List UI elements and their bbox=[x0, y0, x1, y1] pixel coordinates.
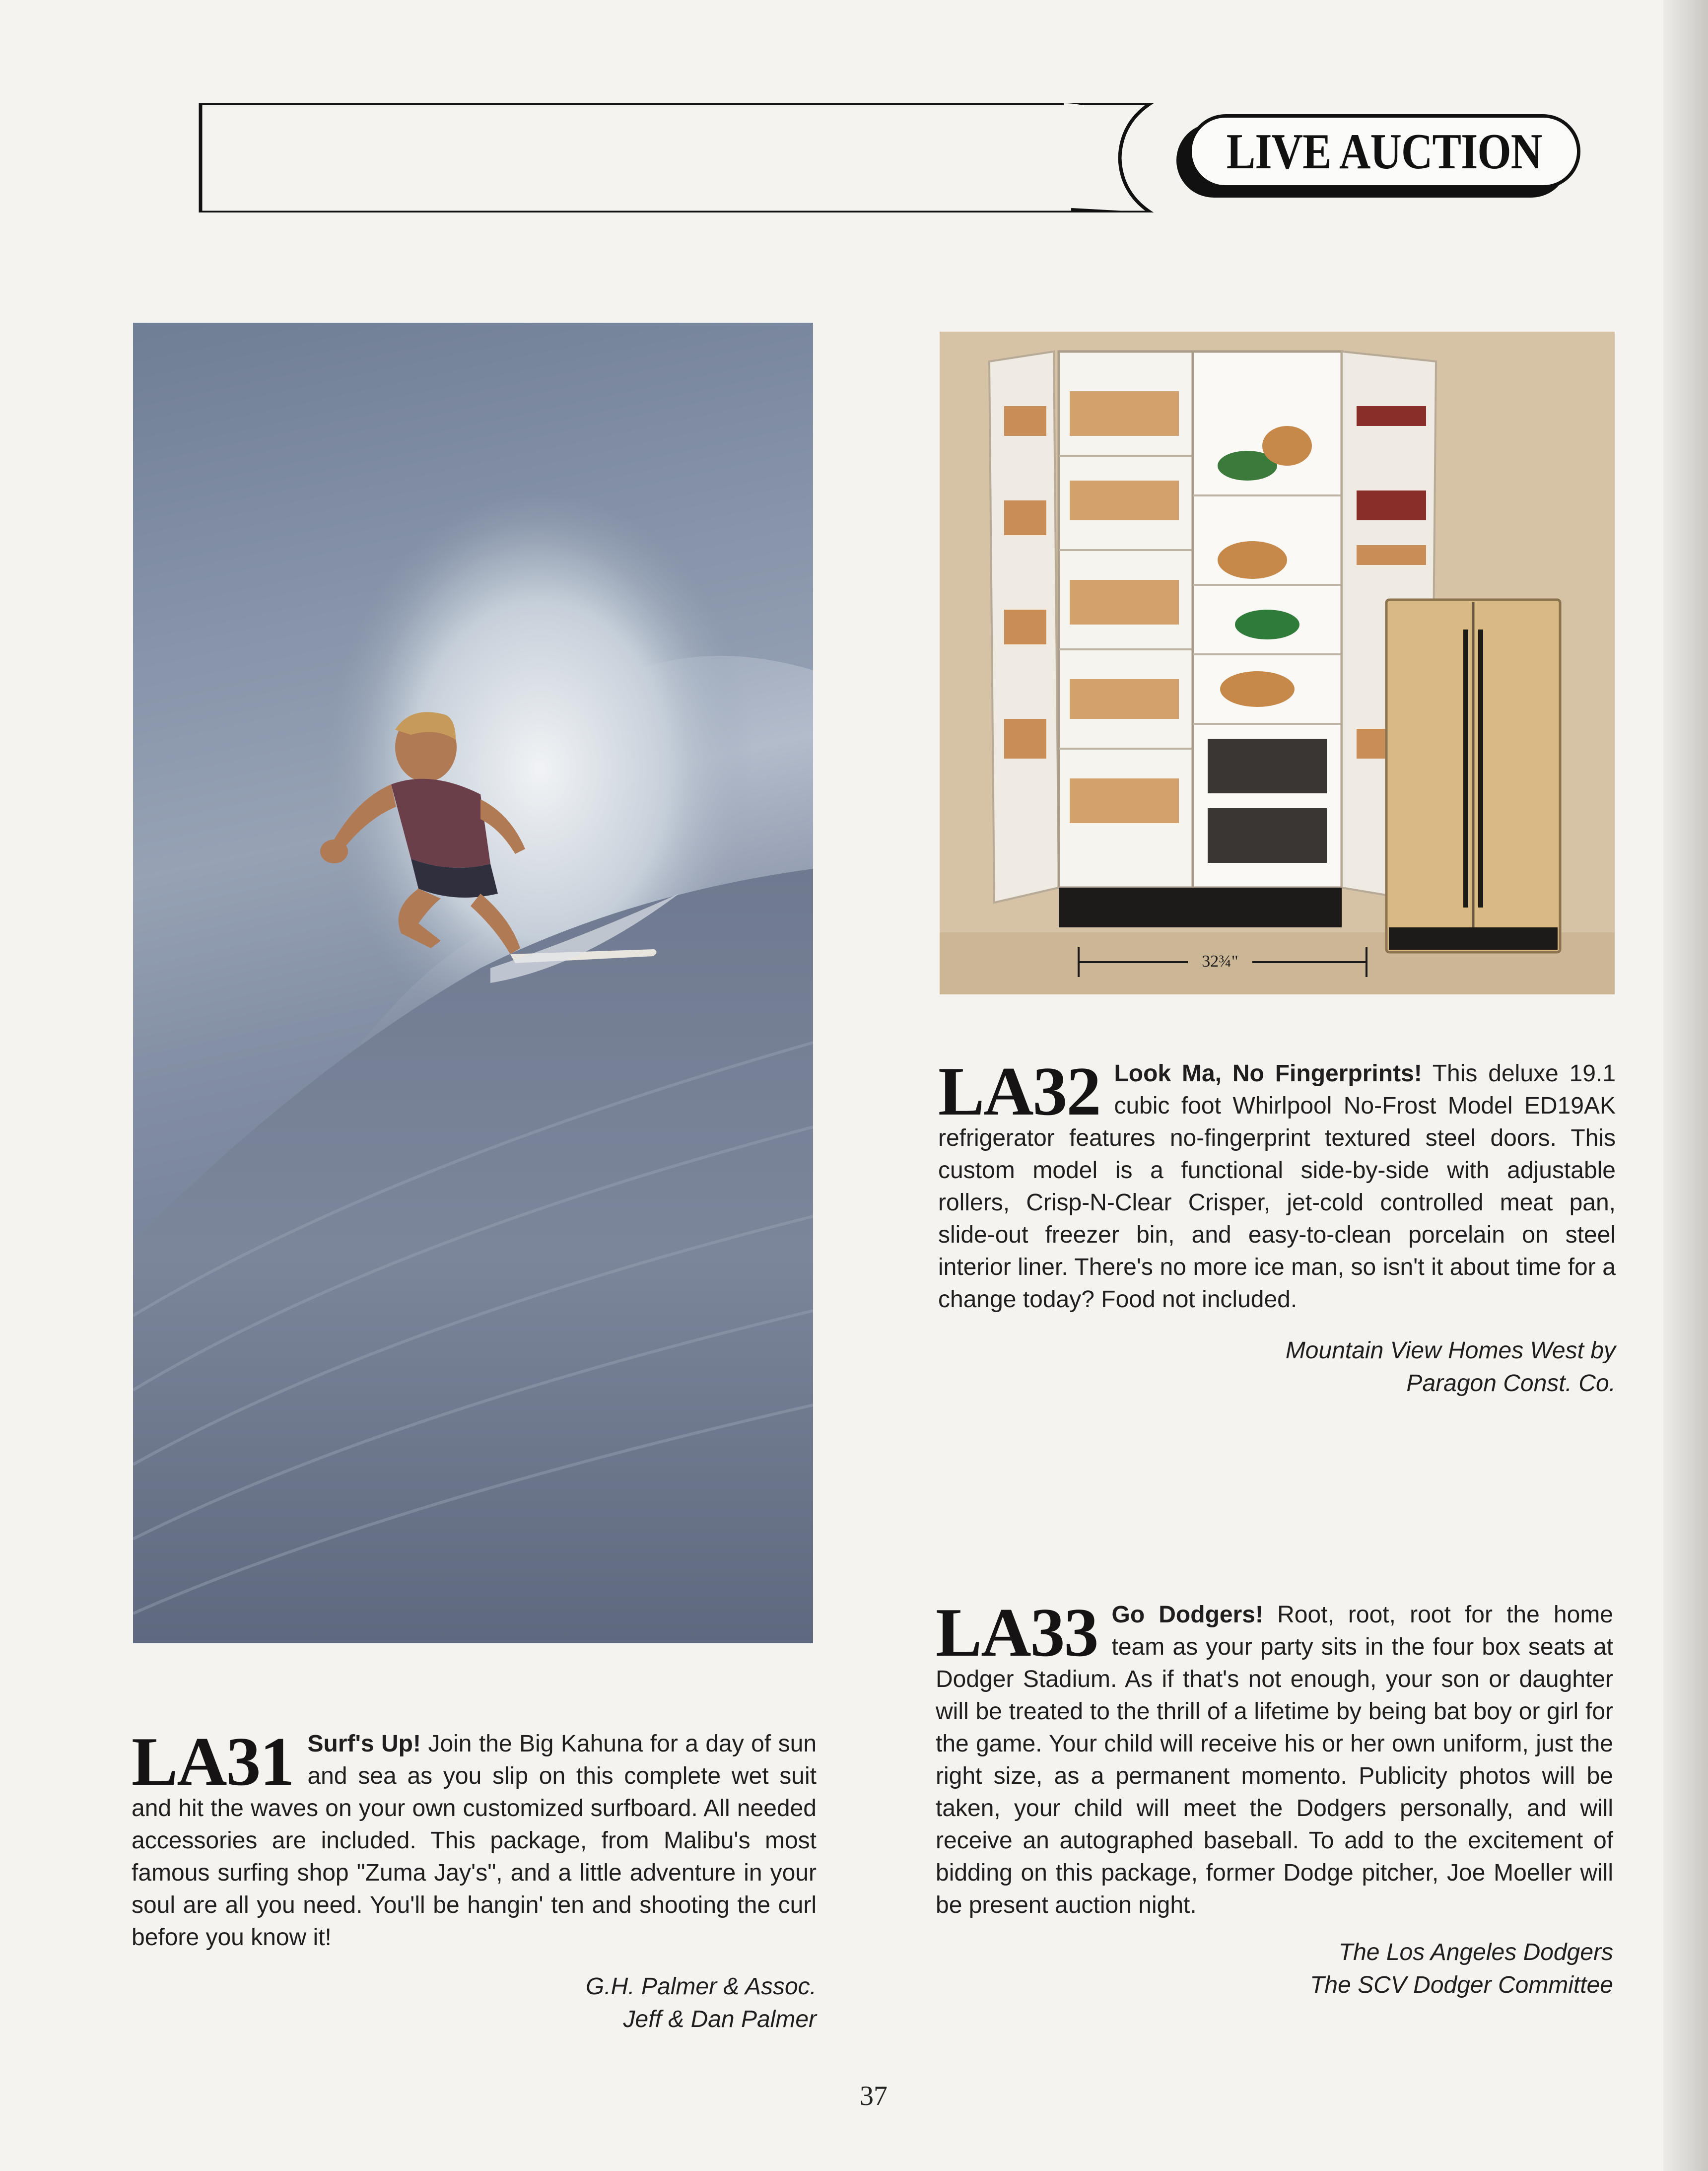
item-text: Root, root, root for the home team as your party sits in the four box seats at Dodger Stadium. As if that's not enough, your son or daughter will be treated to the thrill of a lifetime by being bat boy or girl for the game. Your child will receive his or her own uniform, just the right size, as a permanent momento. Publicity photos will be taken, your child will meet the Dodgers personally, and will receive an autographed baseball. To add to the excitement of bidding on this package, former Dodge pitcher, Joe Moeller will be present auction night. bbox=[936, 1602, 1613, 1918]
auction-item-la32 bbox=[938, 1053, 1616, 1400]
donor-line: Jeff & Dan Palmer bbox=[623, 2006, 817, 2032]
live-auction-badge bbox=[1176, 114, 1588, 203]
donor-line: The Los Angeles Dodgers bbox=[1338, 1939, 1613, 1965]
page-number: 37 bbox=[860, 2081, 888, 2111]
lot-number: LA32 bbox=[938, 1053, 1100, 1130]
side-by-side-refrigerator-photo bbox=[940, 332, 1615, 994]
donor-line: The SCV Dodger Committee bbox=[1310, 1972, 1613, 1998]
donor-line: Paragon Const. Co. bbox=[1406, 1370, 1616, 1397]
lot-number: LA31 bbox=[132, 1723, 294, 1800]
surfer-in-wave-barrel-photo bbox=[133, 323, 813, 1643]
donor-credits bbox=[132, 1970, 817, 2036]
dimension-label: 32¾" bbox=[1202, 952, 1238, 971]
donor-credits bbox=[936, 1936, 1613, 2002]
auction-item-la33 bbox=[936, 1594, 1613, 2002]
page-edge-shadow bbox=[1663, 0, 1708, 2171]
item-text: This deluxe 19.1 cubic foot Whirlpool No-Frost Model ED19AK refrigerator features no-fingerprint textured steel doors. This custom model is a functional side-by-side with adjustable rollers, Crisp-N-Clear Crisper, jet-cold controlled meat pan, slide-out freezer bin, and easy-to-clean porcelain on steel interior liner. There's no more ice man, so isn't it about time for a change today? Food not included. bbox=[938, 1060, 1616, 1313]
item-title: Surf's Up! bbox=[307, 1731, 421, 1757]
donor-credits bbox=[938, 1334, 1616, 1400]
item-text: Join the Big Kahuna for a day of sun and sea as you slip on this complete wet suit and hit the waves on your own customized surfboard. All needed accessories are included. This package, from Malibu's most famous surfing shop "Zuma Jay's", and a little adventure in your soul are all you need. You'll be hangin' ten and shooting the curl before you know it! bbox=[132, 1731, 817, 1951]
lot-number: LA33 bbox=[936, 1594, 1098, 1671]
section-label: LIVE AUCTION bbox=[1227, 123, 1542, 180]
badge-pill bbox=[1188, 114, 1580, 189]
item-title: Go Dodgers! bbox=[1111, 1602, 1263, 1628]
auction-item-la31 bbox=[132, 1723, 817, 2036]
donor-line: G.H. Palmer & Assoc. bbox=[586, 1973, 817, 2000]
item-title: Look Ma, No Fingerprints! bbox=[1114, 1060, 1422, 1087]
donor-line: Mountain View Homes West by bbox=[1285, 1337, 1616, 1364]
header-banner bbox=[198, 103, 1156, 212]
